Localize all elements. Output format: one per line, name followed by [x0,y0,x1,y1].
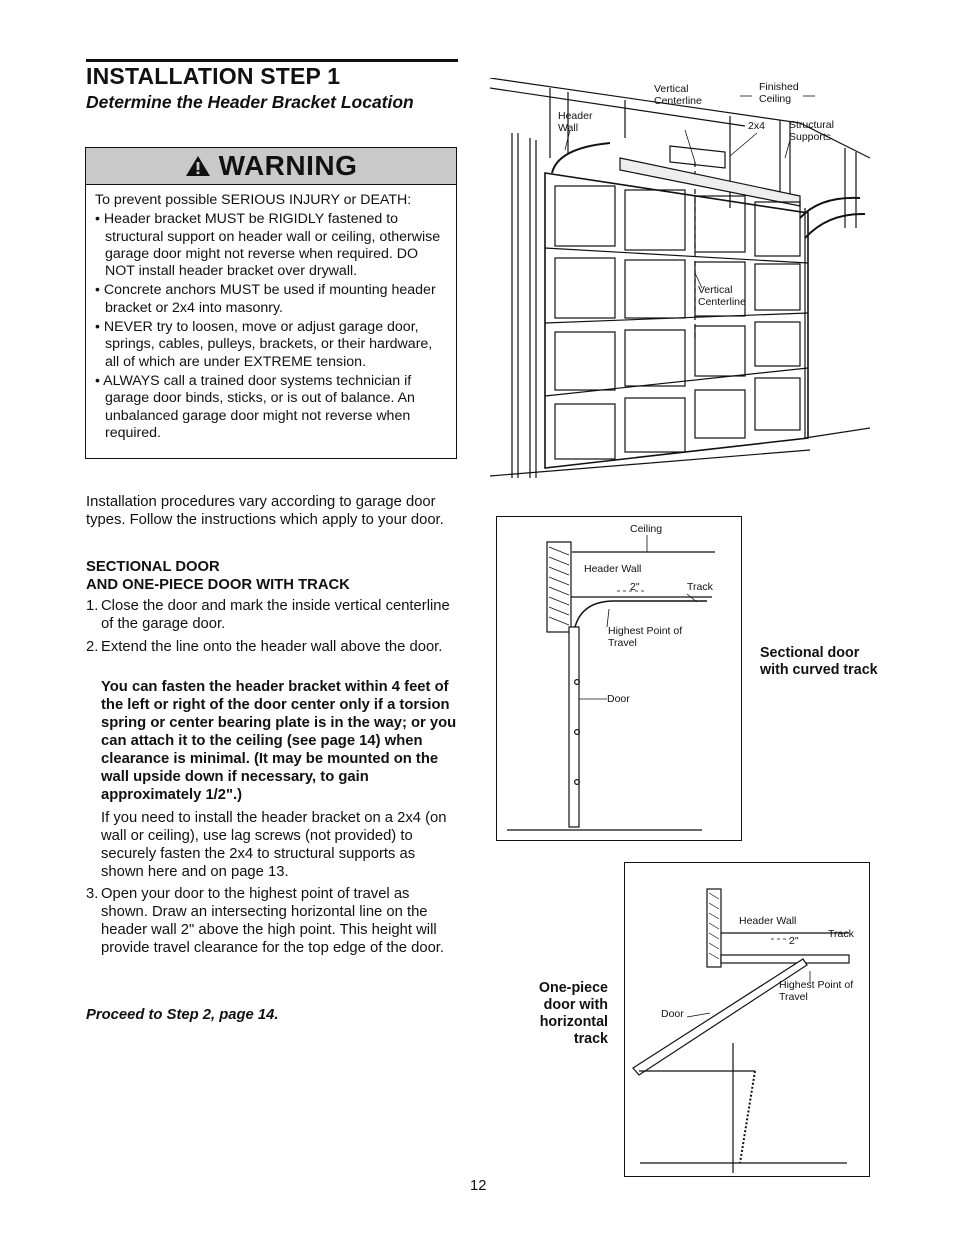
step-item-1: 1. Close the door and mark the inside vertical centerline of the garage door. [86,598,450,632]
warning-body [95,192,446,442]
step-item-2: 2. Extend the line onto the header wall above the door. [86,639,443,655]
warning-triangle-icon [185,154,211,178]
warning-bullet: • Concrete anchors MUST be used if mounting header bracket or 2x4 into masonry. [95,282,436,316]
page-title: INSTALLATION STEP 1 [86,63,341,89]
page-subtitle: Determine the Header Bracket Location [86,92,414,112]
label-highest-point-onepiece: Highest Point of Travel [779,979,854,1003]
caption-onepiece: One-piece door with horizontal track [538,980,608,1047]
warning-box [85,147,457,459]
label-highest-point-sectional: Highest Point of Travel [608,625,683,649]
label-header-wall-sectional: Header Wall [584,563,642,575]
label-vertical-centerline-top: Vertical Centerline [654,83,702,107]
label-header-wall-onepiece: Header Wall [739,915,797,927]
label-2-inch-sectional: 2" [630,581,640,593]
warning-title: WARNING [218,150,358,181]
warning-bullet: • NEVER try to loosen, move or adjust garage door, springs, cables, pulleys, brackets, or their hardware, all of which are under EXTREME tension. [95,319,433,370]
label-door-onepiece: Door [661,1008,684,1020]
label-structural-supports: Structural Supports [789,119,834,143]
label-door-sectional: Door [607,693,630,705]
bold-note: You can fasten the header bracket within 4 feet of the left or right of the door center only if a torsion spring or center bearing plate is in the way; or you can attach it to the ceiling (see page 14) when clearance is minimal. (It may be mounted on the wall upside down if necessary, to gain approximately 1/2".) [101,679,457,803]
label-header-wall-top: Header Wall [558,110,593,134]
label-track-sectional: Track [687,581,713,593]
warning-bullet: • Header bracket MUST be RIGIDLY fastened to structural support on header wall or ceiling, otherwise garage door might not reverse when required. DO NOT install header bracket over drywall. [95,211,441,280]
warning-bullet: • ALWAYS call a trained door systems technician if garage door binds, sticks, or is out of balance. An unbalanced garage door might not reverse when required. [95,372,415,441]
label-vertical-centerline-door: Vertical Centerline [698,284,746,308]
label-finished-ceiling: Finished Ceiling [759,81,799,105]
warning-header [86,148,456,185]
page-number: 12 [470,1178,487,1194]
proceed-link-text: Proceed to Step 2, page 14. [86,1007,279,1023]
section-heading: SECTIONAL DOOR AND ONE-PIECE DOOR WITH TRACK [86,559,350,593]
label-2-inch-onepiece: 2" [789,935,799,947]
note-2x4: If you need to install the header bracket on a 2x4 (on wall or ceiling), use lag screws (not provided) to securely fasten the 2x4 to structural supports as shown here and on page 13. [101,810,447,880]
intro-paragraph: Installation procedures vary according to garage door types. Follow the instructions which apply to your door. [86,494,444,528]
label-track-onepiece: Track [828,928,854,940]
caption-sectional: Sectional door with curved track [760,645,878,678]
label-ceiling: Ceiling [630,523,663,535]
title-rule [86,59,458,62]
warning-intro: To prevent possible SERIOUS INJURY or DEATH: [95,192,412,208]
label-2x4: 2x4 [748,120,765,132]
step-item-3: 3. Open your door to the highest point of travel as shown. Draw an intersecting horizontal line on the header wall 2" above the high point. This height will provide travel clearance for the top edge of the door. [86,886,445,956]
